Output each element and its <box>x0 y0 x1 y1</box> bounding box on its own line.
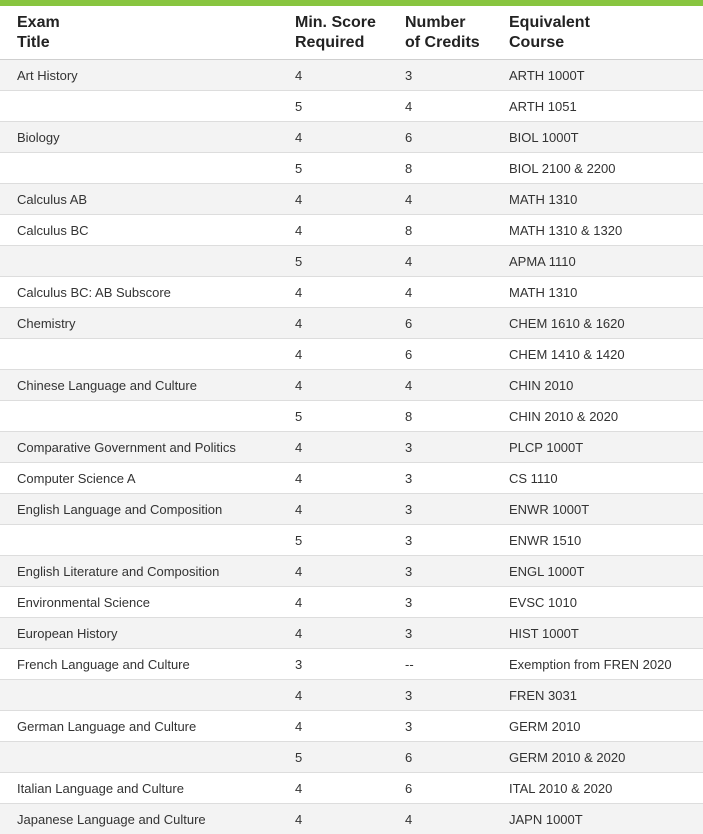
header-row <box>0 6 703 60</box>
cell-exam-title <box>0 525 278 556</box>
table-row <box>0 122 703 153</box>
cell-credits: 3 <box>388 494 492 525</box>
header-min-score-line2: Required <box>295 34 365 51</box>
cell-equivalent-course: MATH 1310 & 1320 <box>492 215 703 246</box>
cell-exam-title: European History <box>0 618 278 649</box>
cell-equivalent-course: CS 1110 <box>492 463 703 494</box>
table-row <box>0 91 703 122</box>
cell-credits: 8 <box>388 401 492 432</box>
cell-equivalent-course: CHEM 1610 & 1620 <box>492 308 703 339</box>
cell-credits: 3 <box>388 432 492 463</box>
cell-equivalent-course: CHIN 2010 & 2020 <box>492 401 703 432</box>
table-row <box>0 308 703 339</box>
cell-credits: 6 <box>388 742 492 773</box>
cell-min-score: 4 <box>278 432 388 463</box>
cell-credits: 6 <box>388 773 492 804</box>
cell-credits: 6 <box>388 308 492 339</box>
cell-equivalent-course: FREN 3031 <box>492 680 703 711</box>
table-row <box>0 184 703 215</box>
cell-min-score: 4 <box>278 308 388 339</box>
table-row <box>0 618 703 649</box>
cell-credits: -- <box>388 649 492 680</box>
table-row <box>0 370 703 401</box>
cell-exam-title: Biology <box>0 122 278 153</box>
cell-exam-title: Computer Science A <box>0 463 278 494</box>
table-row <box>0 742 703 773</box>
cell-exam-title: Chemistry <box>0 308 278 339</box>
cell-credits: 4 <box>388 370 492 401</box>
header-exam-title-line1: Exam <box>17 14 60 31</box>
cell-min-score: 5 <box>278 525 388 556</box>
table-row <box>0 494 703 525</box>
cell-min-score: 4 <box>278 60 388 91</box>
cell-min-score: 3 <box>278 649 388 680</box>
cell-exam-title: English Language and Composition <box>0 494 278 525</box>
table-row <box>0 246 703 277</box>
cell-exam-title <box>0 153 278 184</box>
header-course-line2: Course <box>509 34 565 51</box>
cell-exam-title: Japanese Language and Culture <box>0 804 278 834</box>
cell-exam-title <box>0 742 278 773</box>
table-row <box>0 277 703 308</box>
cell-equivalent-course: ENGL 1000T <box>492 556 703 587</box>
cell-equivalent-course: APMA 1110 <box>492 246 703 277</box>
cell-exam-title: Environmental Science <box>0 587 278 618</box>
table-row <box>0 463 703 494</box>
cell-credits: 4 <box>388 277 492 308</box>
table-row <box>0 432 703 463</box>
cell-credits: 4 <box>388 246 492 277</box>
cell-min-score: 4 <box>278 711 388 742</box>
cell-equivalent-course: CHEM 1410 & 1420 <box>492 339 703 370</box>
cell-equivalent-course: ITAL 2010 & 2020 <box>492 773 703 804</box>
cell-exam-title: Calculus AB <box>0 184 278 215</box>
cell-equivalent-course: GERM 2010 <box>492 711 703 742</box>
header-credits-line1: Number <box>405 14 466 31</box>
cell-exam-title: Calculus BC <box>0 215 278 246</box>
cell-exam-title: French Language and Culture <box>0 649 278 680</box>
cell-exam-title: Calculus BC: AB Subscore <box>0 277 278 308</box>
cell-equivalent-course: BIOL 2100 & 2200 <box>492 153 703 184</box>
table-row <box>0 525 703 556</box>
cell-equivalent-course: ENWR 1000T <box>492 494 703 525</box>
table-body <box>0 60 703 834</box>
cell-credits: 3 <box>388 680 492 711</box>
table-row <box>0 215 703 246</box>
cell-min-score: 4 <box>278 773 388 804</box>
cell-credits: 4 <box>388 804 492 834</box>
cell-min-score: 4 <box>278 215 388 246</box>
cell-exam-title: German Language and Culture <box>0 711 278 742</box>
cell-min-score: 4 <box>278 556 388 587</box>
cell-credits: 3 <box>388 463 492 494</box>
header-equivalent-course <box>492 6 703 60</box>
cell-min-score: 4 <box>278 494 388 525</box>
cell-min-score: 5 <box>278 246 388 277</box>
cell-equivalent-course: CHIN 2010 <box>492 370 703 401</box>
cell-exam-title: Art History <box>0 60 278 91</box>
cell-equivalent-course: HIST 1000T <box>492 618 703 649</box>
cell-min-score: 5 <box>278 401 388 432</box>
cell-equivalent-course: EVSC 1010 <box>492 587 703 618</box>
cell-credits: 3 <box>388 587 492 618</box>
header-min-score-line1: Min. Score <box>295 14 376 31</box>
table-row <box>0 339 703 370</box>
cell-exam-title <box>0 246 278 277</box>
cell-min-score: 4 <box>278 122 388 153</box>
cell-credits: 3 <box>388 525 492 556</box>
cell-credits: 3 <box>388 556 492 587</box>
cell-min-score: 4 <box>278 339 388 370</box>
cell-equivalent-course: Exemption from FREN 2020 <box>492 649 703 680</box>
cell-equivalent-course: JAPN 1000T <box>492 804 703 834</box>
cell-equivalent-course: BIOL 1000T <box>492 122 703 153</box>
cell-min-score: 5 <box>278 153 388 184</box>
table-row <box>0 153 703 184</box>
cell-credits: 6 <box>388 122 492 153</box>
cell-exam-title: Italian Language and Culture <box>0 773 278 804</box>
header-course-line1: Equivalent <box>509 14 590 31</box>
cell-exam-title <box>0 401 278 432</box>
cell-credits: 3 <box>388 60 492 91</box>
cell-min-score: 4 <box>278 587 388 618</box>
header-credits-line2: of Credits <box>405 34 480 51</box>
cell-credits: 3 <box>388 711 492 742</box>
cell-credits: 8 <box>388 215 492 246</box>
cell-min-score: 4 <box>278 463 388 494</box>
cell-exam-title: Chinese Language and Culture <box>0 370 278 401</box>
table-row <box>0 773 703 804</box>
cell-credits: 3 <box>388 618 492 649</box>
cell-exam-title <box>0 339 278 370</box>
table-row <box>0 401 703 432</box>
cell-credits: 6 <box>388 339 492 370</box>
table-row <box>0 711 703 742</box>
cell-min-score: 4 <box>278 804 388 834</box>
cell-min-score: 4 <box>278 370 388 401</box>
table-header <box>0 6 703 60</box>
table-row <box>0 680 703 711</box>
cell-credits: 4 <box>388 184 492 215</box>
table-row <box>0 556 703 587</box>
cell-min-score: 4 <box>278 277 388 308</box>
cell-min-score: 4 <box>278 618 388 649</box>
table-row <box>0 804 703 834</box>
cell-exam-title: Comparative Government and Politics <box>0 432 278 463</box>
cell-equivalent-course: GERM 2010 & 2020 <box>492 742 703 773</box>
cell-equivalent-course: MATH 1310 <box>492 184 703 215</box>
header-credits <box>388 6 492 60</box>
cell-exam-title: English Literature and Composition <box>0 556 278 587</box>
cell-min-score: 4 <box>278 680 388 711</box>
ap-credit-table <box>0 6 703 834</box>
table-row <box>0 587 703 618</box>
cell-credits: 4 <box>388 91 492 122</box>
cell-exam-title <box>0 91 278 122</box>
cell-exam-title <box>0 680 278 711</box>
cell-equivalent-course: ARTH 1051 <box>492 91 703 122</box>
cell-min-score: 4 <box>278 184 388 215</box>
header-exam-title <box>0 6 278 60</box>
cell-equivalent-course: ENWR 1510 <box>492 525 703 556</box>
cell-min-score: 5 <box>278 91 388 122</box>
cell-equivalent-course: PLCP 1000T <box>492 432 703 463</box>
cell-min-score: 5 <box>278 742 388 773</box>
header-min-score <box>278 6 388 60</box>
table-row <box>0 649 703 680</box>
header-exam-title-line2: Title <box>17 34 50 51</box>
cell-credits: 8 <box>388 153 492 184</box>
cell-equivalent-course: MATH 1310 <box>492 277 703 308</box>
table-row <box>0 60 703 91</box>
cell-equivalent-course: ARTH 1000T <box>492 60 703 91</box>
